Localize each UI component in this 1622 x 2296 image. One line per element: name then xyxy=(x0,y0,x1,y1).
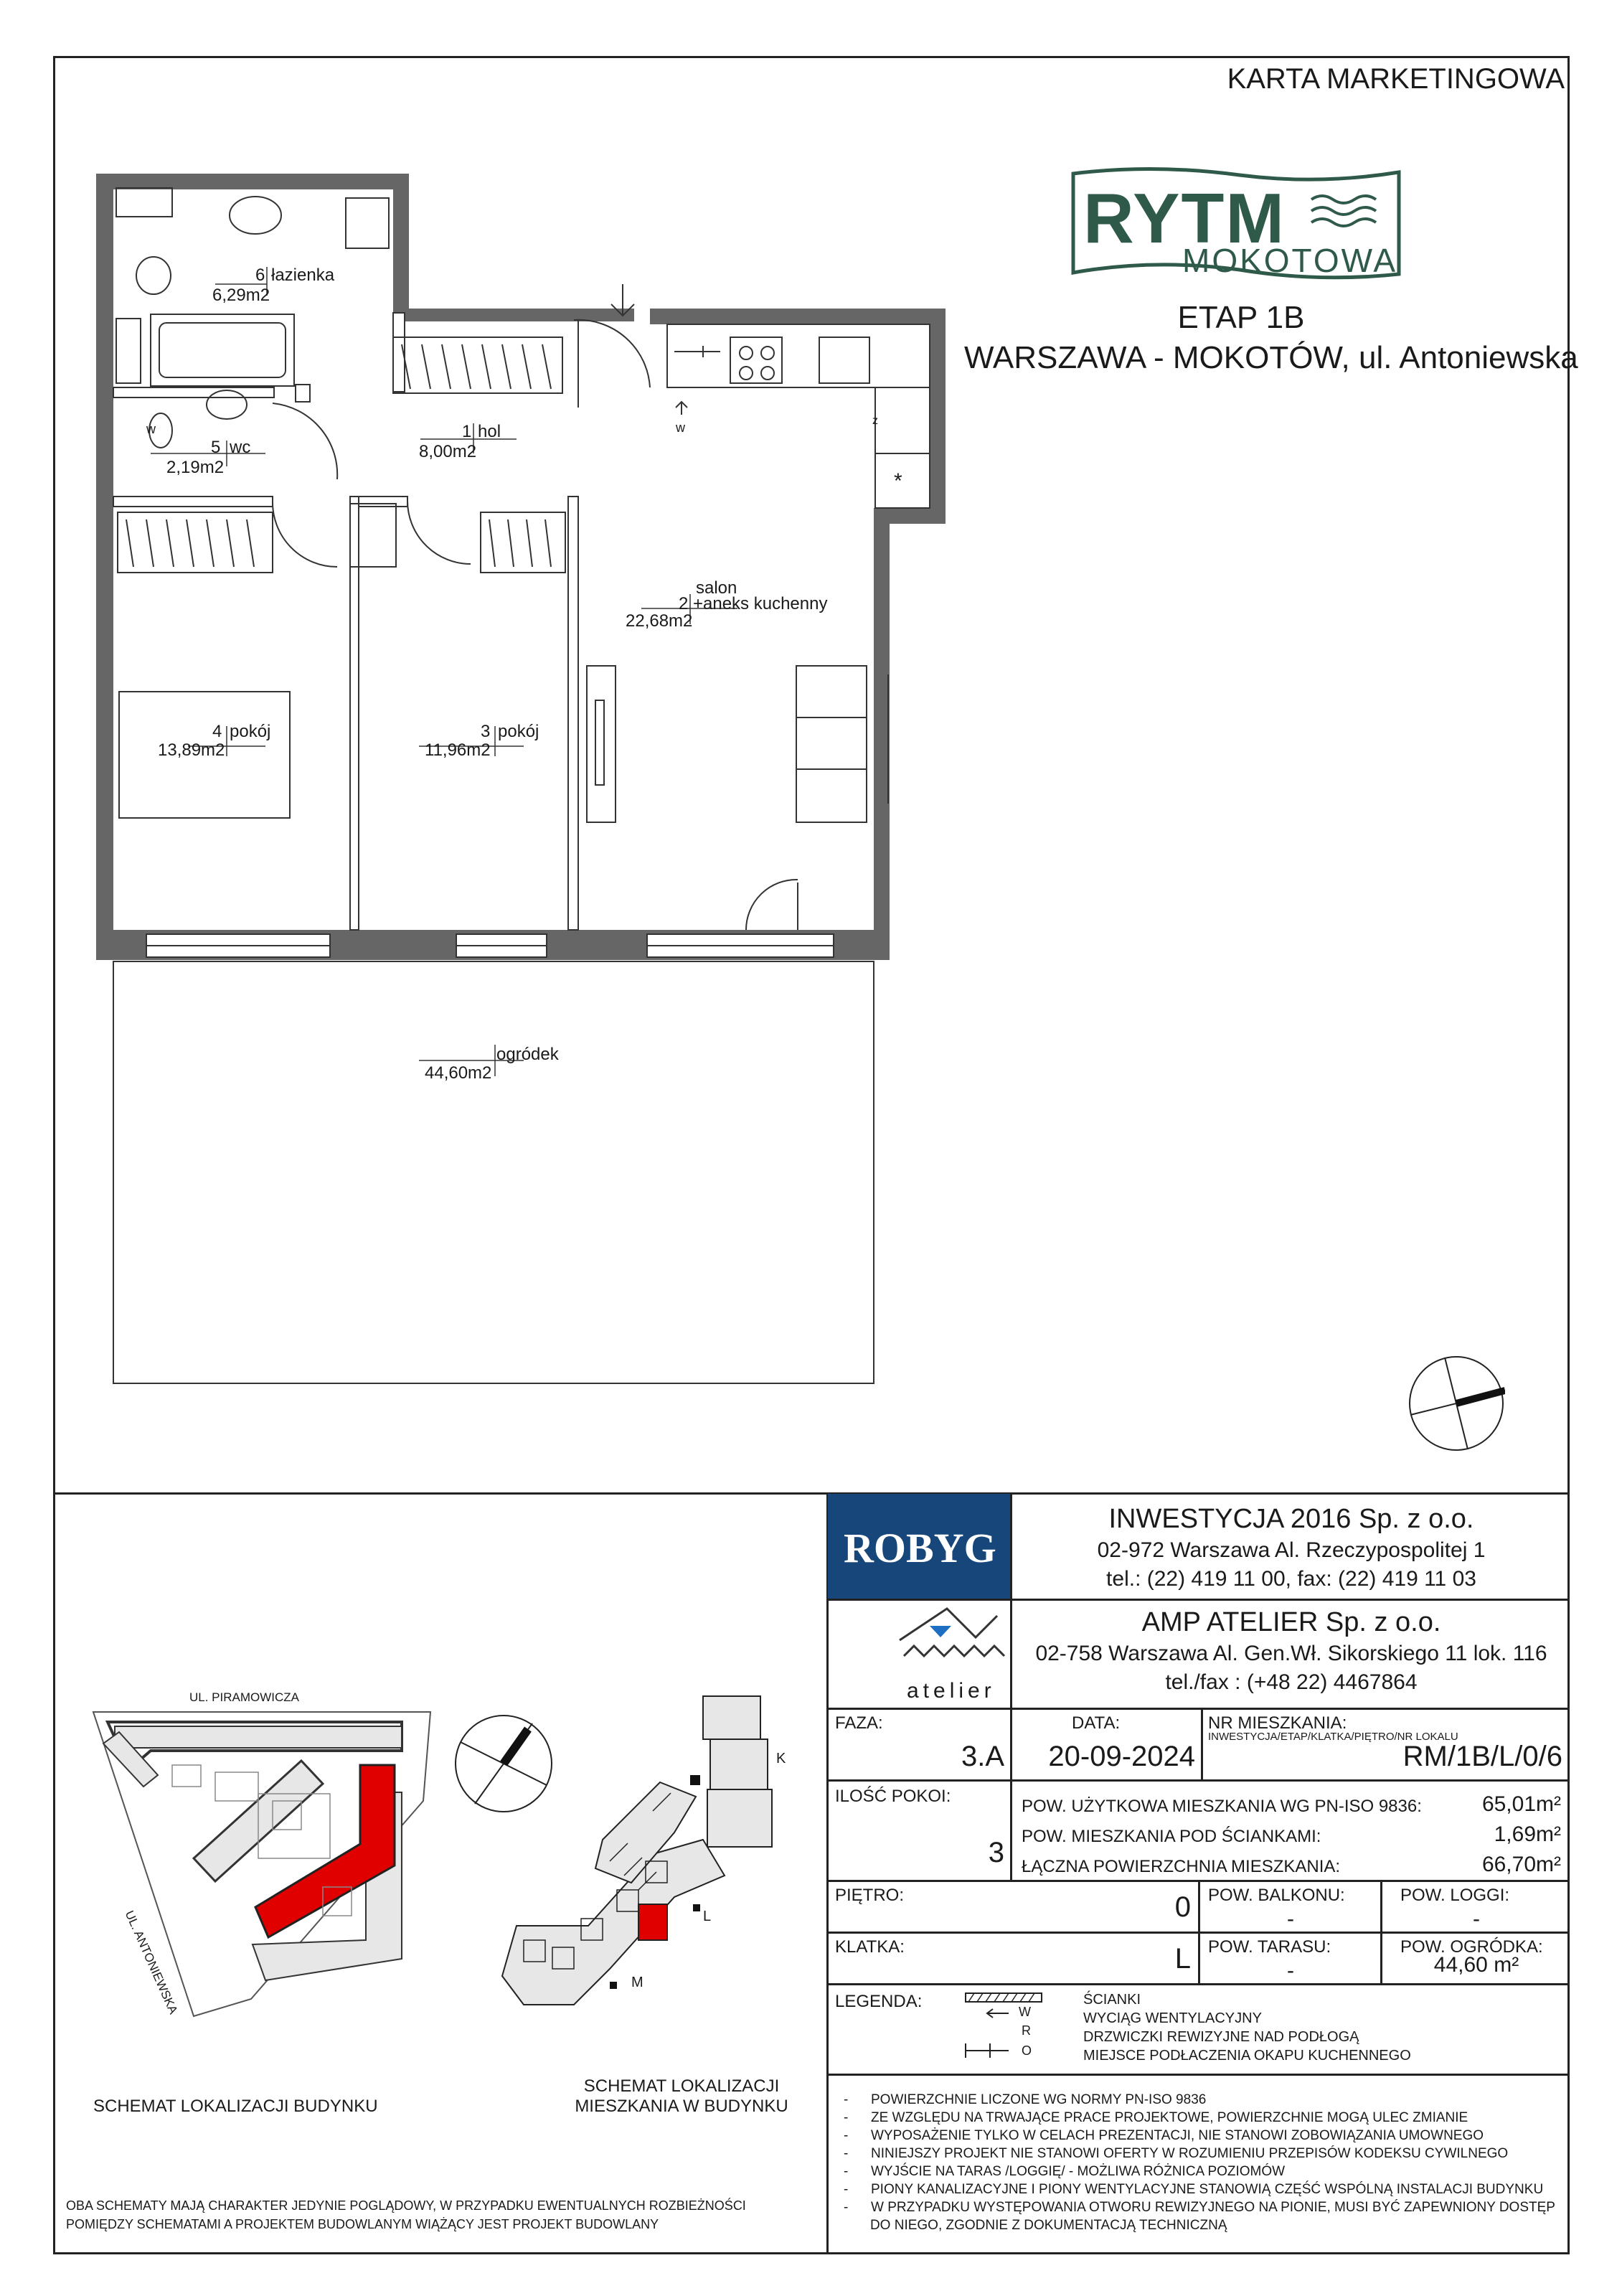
faza-sep xyxy=(1010,1708,1012,1781)
room-5-area: 2,19m2 xyxy=(166,458,225,477)
room-2-num: 2 xyxy=(679,594,689,613)
klatka-value: L xyxy=(1174,1943,1191,1975)
robyg-address: 02-972 Warszawa Al. Rzeczypospolitej 1 xyxy=(1097,1538,1486,1562)
nr-label: NR MIESZKANIA: xyxy=(1208,1713,1347,1733)
data-label: DATA: xyxy=(1072,1713,1121,1733)
pokoi-value: 3 xyxy=(988,1837,1004,1868)
note-1: - POWIERZCHNIE LICZONE WG NORMY PN-ISO 9836 xyxy=(844,2092,1207,2107)
faza-label: FAZA: xyxy=(835,1713,883,1733)
legend-item-vent: WYCIĄG WENTYLACYJNY xyxy=(1083,2010,1262,2026)
pow-laczna-label: ŁĄCZNA POWIERZCHNIA MIESZKANIA: xyxy=(1022,1857,1341,1876)
note-7: - W PRZYPADKU WYSTĘPOWANIA OTWORU REWIZYJNEGO NA PIONIE, MUSI BYĆ ZAPEWNIONY DOSTĘP xyxy=(844,2200,1555,2215)
nr-bottom xyxy=(826,1779,1570,1782)
amp-phone: tel./fax : (+48 22) 4467864 xyxy=(1165,1670,1418,1694)
pow-scianki-label: POW. MIESZKANIA POD ŚCIANKAMI: xyxy=(1022,1827,1321,1846)
room-1-area: 8,00m2 xyxy=(419,442,477,461)
hood-mark-z: z xyxy=(872,415,878,427)
room-2-name: salon xyxy=(696,578,737,598)
vent-mark-w2: w xyxy=(676,420,685,435)
room-4-num: 4 xyxy=(212,722,222,741)
klatka-label: KLATKA: xyxy=(835,1937,905,1957)
scheme-label-l: L xyxy=(703,1909,712,1924)
taras-value: - xyxy=(1287,1959,1294,1982)
garden-name: ogródek xyxy=(496,1045,559,1064)
legend-symbols xyxy=(961,1990,1047,2062)
room-6-num: 6 xyxy=(255,265,265,285)
pow-laczna-value: 66,70m² xyxy=(1481,1853,1561,1876)
note-4: - NINIEJSZY PROJEKT NIE STANOWI OFERTY W ROZUMIENIU PRZEPISÓW KODEKSU CYWILNEGO xyxy=(844,2146,1509,2161)
balkon-value: - xyxy=(1287,1907,1294,1931)
room-1-name: hol xyxy=(478,422,501,441)
street-antoniewska: UL. ANTONIEWSKA xyxy=(122,1909,181,2016)
site-plan-scheme xyxy=(86,1700,488,2045)
scheme-caption-flat-2: MIESZKANIA W BUDYNKU xyxy=(575,2097,788,2116)
street-piramowicza: UL. PIRAMOWICZA xyxy=(189,1690,300,1704)
note-2: - ZE WZGLĘDU NA TRWAJĄCE PRACE PROJEKTOWE, POWIERZCHNIE MOGĄ ULEC ZMIANIE xyxy=(844,2110,1468,2125)
bathroom-fixtures xyxy=(116,188,389,448)
legend-label: LEGENDA: xyxy=(835,1992,923,2011)
pietro-value: 0 xyxy=(1174,1891,1191,1923)
klatka-bottom xyxy=(826,1983,1570,1985)
ogrodek-value: 44,60 m² xyxy=(1433,1953,1519,1977)
living-furniture xyxy=(119,666,888,822)
pokoi-label: ILOŚĆ POKOI: xyxy=(835,1787,951,1806)
room-1-num: 1 xyxy=(462,422,472,441)
robyg-phone: tel.: (22) 419 11 00, fax: (22) 419 11 03 xyxy=(1106,1567,1476,1591)
robyg-sep xyxy=(1010,1492,1012,1711)
room-2-name2: +aneks kuchenny xyxy=(693,594,828,613)
room-3-name: pokój xyxy=(498,722,539,741)
room-6-area: 6,29m2 xyxy=(212,286,270,305)
garden-area: 44,60m2 xyxy=(425,1063,492,1083)
amp-bottom xyxy=(826,1708,1570,1710)
scheme-label-m: M xyxy=(631,1975,643,1990)
taras-label: POW. TARASU: xyxy=(1208,1937,1331,1957)
legend-item-hood: MIEJSCE PODŁACZENIA OKAPU KUCHENNEGO xyxy=(1083,2048,1411,2064)
floor-plan xyxy=(0,0,1004,1406)
etap-label: ETAP 1B xyxy=(1177,300,1305,335)
amp-atelier-logo xyxy=(897,1604,1009,1676)
loggia-label: POW. LOGGI: xyxy=(1400,1886,1510,1905)
pokoi-sep xyxy=(1010,1779,1012,1881)
vent-mark-w1: w xyxy=(146,422,156,436)
room-4-name: pokój xyxy=(230,722,271,741)
balkon-label: POW. BALKONU: xyxy=(1208,1886,1345,1905)
location-label: WARSZAWA - MOKOTÓW, ul. Antoniewska xyxy=(964,340,1578,375)
wardrobes xyxy=(118,337,565,573)
pow-scianki-value: 1,69m² xyxy=(1494,1822,1561,1846)
ogrodek-label: POW. OGRÓDKA: xyxy=(1400,1937,1543,1957)
interior-walls xyxy=(113,313,578,930)
scheme-label-k: K xyxy=(776,1751,786,1766)
logo-main-text: RYTM xyxy=(1083,179,1286,258)
scheme-disclaimer-1: OBA SCHEMATY MAJĄ CHARAKTER JEDYNIE POGLĄDOWY, W PRZYPADKU EWENTUALNYCH ROZBIEŻNOŚCI xyxy=(66,2198,746,2213)
north-arrow-icon xyxy=(1408,1355,1505,1452)
nr-value: RM/1B/L/0/6 xyxy=(1402,1741,1562,1772)
sheet-title: KARTA MARKETINGOWA xyxy=(1227,63,1565,95)
logo-sub-text: MOKOTOWA xyxy=(1182,242,1397,279)
amp-brand-text: atelier xyxy=(907,1679,996,1703)
note-3: - WYPOSAŻENIE TYLKO W CELACH PREZENTACJI, NIE STANOWI ZOBOWIĄZANIA UMOWNEGO xyxy=(844,2128,1484,2143)
room-5-num: 5 xyxy=(211,438,221,457)
room-6-name: łazienka xyxy=(271,265,335,285)
legend-bottom xyxy=(826,2074,1570,2076)
legend-item-hatch: DRZWICZKI REWIZYJNE NAD PODŁOGĄ xyxy=(1083,2029,1359,2045)
note-6: - PIONY KANALIZACYJNE I PIONY WENTYLACYJNE STANOWIĄ CZĘŚĆ WSPÓLNĄ INSTALACJI BUDYNKU xyxy=(844,2182,1544,2197)
robyg-logo-text: ROBYG xyxy=(844,1525,996,1571)
data-value: 20-09-2024 xyxy=(1048,1741,1195,1772)
legend-symbol-w: W xyxy=(1019,2005,1031,2019)
pietro-label: PIĘTRO: xyxy=(835,1886,905,1905)
pow-uzytkowa-value: 65,01m² xyxy=(1481,1792,1561,1816)
note-8: DO NIEGO, ZGODNIE Z DOKUMENTACJĄ TECHNICZNĄ xyxy=(869,2218,1227,2233)
rytm-logo xyxy=(1067,166,1405,281)
scheme-caption-flat-1: SCHEMAT LOKALIZACJI xyxy=(583,2076,780,2096)
legend-item-walls: ŚCIANKI xyxy=(1083,1992,1141,2008)
note-5: - WYJŚCIE NA TARAS /LOGGIĘ/ - MOŻLIWA RÓŻNICA POZIOMÓW xyxy=(844,2164,1286,2179)
garden-outline xyxy=(113,961,874,1383)
legend-symbol-o: O xyxy=(1022,2043,1032,2058)
room-4-area: 13,89m2 xyxy=(158,740,225,760)
room-5-name: wc xyxy=(230,438,251,457)
nr-sublabel: INWESTYCJA/ETAP/KLATKA/PIĘTRO/NR LOKALU xyxy=(1208,1731,1458,1743)
amp-company: AMP ATELIER Sp. z o.o. xyxy=(1141,1607,1441,1637)
scheme-caption-building: SCHEMAT LOKALIZACJI BUDYNKU xyxy=(93,2097,378,2116)
faza-value: 3.A xyxy=(961,1741,1004,1772)
data-sep xyxy=(1201,1708,1203,1781)
room-3-num: 3 xyxy=(481,722,491,741)
robyg-bottom xyxy=(826,1599,1570,1601)
robyg-company: INWESTYCJA 2016 Sp. z o.o. xyxy=(1108,1504,1474,1534)
room-3-area: 11,96m2 xyxy=(425,740,491,760)
pow-uzytkowa-label: POW. UŻYTKOWA MIESZKANIA WG PN-ISO 9836: xyxy=(1022,1797,1422,1816)
scheme-disclaimer-2: POMIĘDZY SCHEMATAMI A PROJEKTEM BUDOWLANYM WIĄŻĄCY JEST PROJEKT BUDOWLANY xyxy=(66,2217,659,2231)
fridge-mark: * xyxy=(894,469,902,493)
building-scheme xyxy=(495,1689,796,2019)
pietro-bottom xyxy=(826,1932,1570,1934)
room-2-area: 22,68m2 xyxy=(626,611,693,631)
legend-symbol-r: R xyxy=(1022,2023,1031,2038)
loggia-value: - xyxy=(1473,1907,1480,1931)
amp-address: 02-758 Warszawa Al. Gen.Wł. Sikorskiego 11 lok. 116 xyxy=(1035,1642,1547,1665)
